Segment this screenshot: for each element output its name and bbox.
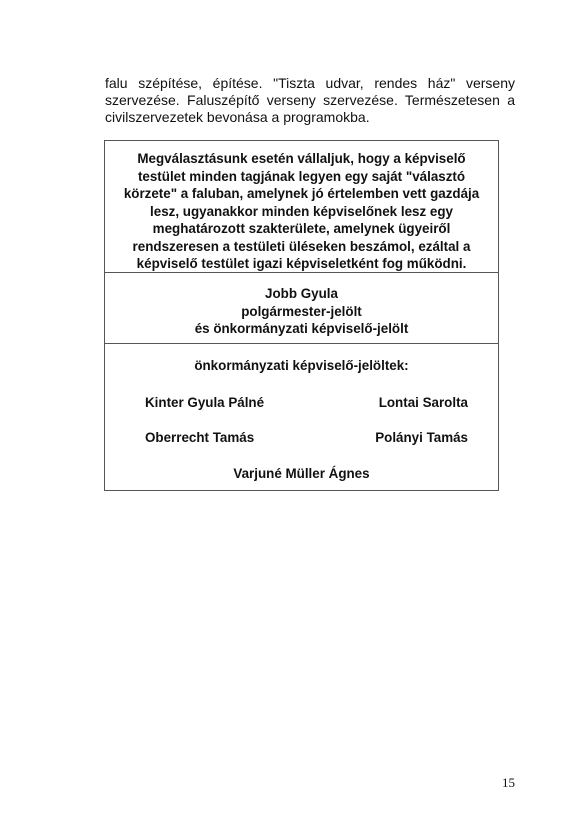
mayor-name: Jobb Gyula bbox=[265, 286, 338, 301]
candidates-row bbox=[105, 394, 498, 412]
candidate-name: Kinter Gyula Pálné bbox=[145, 394, 265, 410]
pledge-line: Megválasztásunk esetén vállaljuk, hogy a képviselő bbox=[137, 151, 466, 166]
candidate-name: Oberrecht Tamás bbox=[145, 430, 255, 445]
mayor-role-secondary: és önkormányzati képviselő-jelölt bbox=[194, 321, 409, 336]
pledge-cell bbox=[105, 141, 498, 273]
candidates-row bbox=[105, 429, 498, 447]
mayor-candidate-cell bbox=[105, 273, 498, 344]
intro-line: civilszervezetek bevonása a programokba. bbox=[105, 109, 370, 125]
candidate-name: Lontai Sarolta bbox=[378, 394, 468, 410]
candidate-name: Polányi Tamás bbox=[375, 430, 468, 445]
candidate-name: Varjuné Müller Ágnes bbox=[233, 465, 370, 481]
campaign-table bbox=[104, 140, 499, 491]
pledge-line: körzete" a faluban, amelynek jó értelemben vett gazdája bbox=[123, 186, 480, 201]
intro-line: falu szépítése, építése. "Tiszta udvar, rendes ház" verseny bbox=[105, 75, 515, 91]
intro-line: szervezése. Faluszépítő verseny szervezése. Természetesen a bbox=[105, 92, 515, 108]
page-number: 15 bbox=[502, 775, 515, 790]
intro-paragraph bbox=[105, 75, 515, 126]
pledge-line: meghatározott szakterülete, amelynek ügyeiről bbox=[152, 221, 451, 236]
pledge-line: testület minden tagjának legyen egy saját "választó bbox=[137, 168, 466, 184]
pledge-line: képviselő testület igazi képviseletként fog működni. bbox=[136, 256, 467, 271]
candidates-heading: önkormányzati képviselő-jelöltek: bbox=[194, 358, 409, 373]
pledge-line: lesz, ugyanakkor minden képviselőnek lesz egy bbox=[150, 203, 453, 219]
pledge-line: rendszeresen a testületi üléseken beszámol, ezáltal a bbox=[132, 238, 471, 254]
candidates-cell bbox=[105, 344, 498, 490]
mayor-role: polgármester-jelölt bbox=[241, 303, 362, 319]
